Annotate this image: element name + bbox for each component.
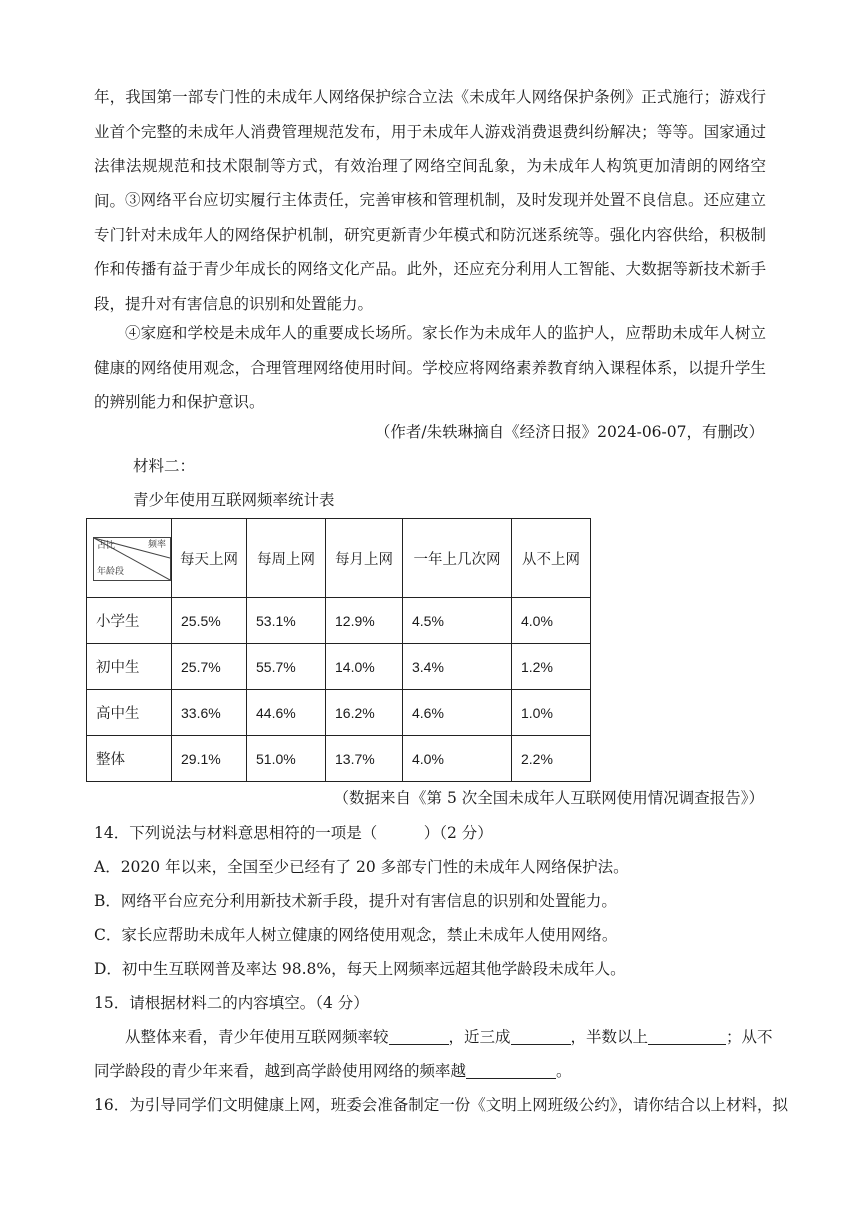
- table-cell: 12.9%: [326, 598, 403, 644]
- header-weekly: 每周上网: [247, 519, 326, 598]
- corner-label-ratio: 占比: [97, 541, 116, 551]
- material-two-label: 材料二：: [133, 457, 196, 475]
- table-cell: 25.7%: [172, 644, 247, 690]
- table-cell: 14.0%: [326, 644, 403, 690]
- table-source: （数据来自《第 5 次全国未成年人互联网使用情况调查报告》）: [333, 789, 764, 807]
- diagonal-header: [93, 537, 171, 581]
- table-cell: 13.7%: [326, 736, 403, 782]
- row-label: 整体: [87, 736, 172, 782]
- q15-blank-3[interactable]: [648, 1028, 726, 1045]
- question-15-line-1: [125, 1026, 773, 1048]
- passage-paragraph-4: ④家庭和学校是未成年人的重要成长场所。家长作为未成年人的监护人，应帮助未成年人树立健康的网络使用观念，合理管理网络使用时间。学校应将网络素养教育纳入课程体系，以提升学生的辨别能力和保护意识。: [94, 324, 766, 411]
- table-cell: 44.6%: [247, 690, 326, 736]
- table-row: [87, 690, 591, 736]
- row-label: 小学生: [87, 598, 172, 644]
- header-never: 从不上网: [512, 519, 591, 598]
- question-15-stem: 15．请根据材料二的内容填空。（4 分）: [94, 994, 369, 1012]
- table-title: 青少年使用互联网频率统计表: [133, 491, 335, 509]
- table-cell: 16.2%: [326, 690, 403, 736]
- q15-text-b: ，近三成: [448, 1028, 511, 1046]
- q15-text-f: 。: [556, 1062, 572, 1080]
- question-14-stem: 14．下列说法与材料意思相符的一项是（ ）（2 分）: [94, 824, 493, 842]
- q15-text-c: ，半数以上: [570, 1028, 649, 1046]
- table-header-row: [87, 519, 591, 598]
- table-cell: 1.0%: [512, 690, 591, 736]
- table-cell: 29.1%: [172, 736, 247, 782]
- table-cell: 53.1%: [247, 598, 326, 644]
- table-cell: 3.4%: [403, 644, 512, 690]
- internet-frequency-table: [86, 518, 591, 782]
- passage-paragraph-3: ③网络平台应切实履行主体责任，完善审核和管理机制，及时发现并处置不良信息。还应建立专门针对未成年人的网络保护机制，研究更新青少年模式和防沉迷系统等。强化内容供给，积极制作和传播有益于青少年成长的网络文化产品。此外，还应充分利用人工智能、大数据等新技术新手段，提升对有害信息的识别和处置能力。: [94, 191, 766, 313]
- q15-text-d: ；从不: [726, 1028, 773, 1046]
- header-monthly: 每月上网: [326, 519, 403, 598]
- table-cell: 51.0%: [247, 736, 326, 782]
- q15-text-e: 同学龄段的青少年来看，越到高学龄使用网络的频率越: [94, 1062, 467, 1080]
- row-label: 高中生: [87, 690, 172, 736]
- table-cell: 2.2%: [512, 736, 591, 782]
- question-14-option-d: D．初中生互联网普及率达 98.8%，每天上网频率远超其他学龄段未成年人。: [94, 960, 626, 978]
- corner-label-frequency: 频率: [147, 540, 166, 550]
- table-cell: 4.5%: [403, 598, 512, 644]
- passage-paragraph-2: 年，我国第一部专门性的未成年人网络保护综合立法《未成年人网络保护条例》正式施行；游戏行业首个完整的未成年人消费管理规范发布，用于未成年人游戏消费退费纠纷解决；等等。国家通过法律法规规范和技术限制等方式，有效治理了网络空间乱象，为未成年人构筑更加清朗的网络空间。: [94, 88, 766, 210]
- q15-blank-2[interactable]: [511, 1028, 571, 1045]
- header-yearly: 一年上几次网: [403, 519, 512, 598]
- corner-header-cell: [87, 519, 172, 598]
- question-14-option-c: C．家长应帮助未成年人树立健康的网络使用观念，禁止未成年人使用网络。: [94, 926, 618, 944]
- q15-blank-1[interactable]: [389, 1028, 449, 1045]
- question-14-option-a: A．2020 年以来，全国至少已经有了 20 多部专门性的未成年人网络保护法。: [94, 858, 629, 876]
- table-cell: 4.0%: [512, 598, 591, 644]
- table-row: [87, 598, 591, 644]
- question-14-option-b: B．网络平台应充分利用新技术新手段，提升对有害信息的识别和处置能力。: [94, 892, 617, 910]
- table-cell: 55.7%: [247, 644, 326, 690]
- passage-source: （作者/朱轶琳摘自《经济日报》2024-06-07，有删改）: [374, 423, 764, 441]
- table-cell: 4.0%: [403, 736, 512, 782]
- row-label: 初中生: [87, 644, 172, 690]
- header-daily: 每天上网: [172, 519, 247, 598]
- q15-text-a: 从整体来看，青少年使用互联网频率较: [125, 1028, 389, 1046]
- q15-blank-4[interactable]: [466, 1062, 556, 1079]
- table-cell: 1.2%: [512, 644, 591, 690]
- table-cell: 33.6%: [172, 690, 247, 736]
- corner-label-age-group: 年龄段: [97, 567, 125, 577]
- table-cell: 25.5%: [172, 598, 247, 644]
- table-row: [87, 644, 591, 690]
- table-cell: 4.6%: [403, 690, 512, 736]
- table-row: [87, 736, 591, 782]
- question-16-stem: 16．为引导同学们文明健康上网，班委会准备制定一份《文明上网班级公约》，请你结合以上材料，拟: [94, 1096, 788, 1114]
- question-15-line-2: [94, 1060, 572, 1082]
